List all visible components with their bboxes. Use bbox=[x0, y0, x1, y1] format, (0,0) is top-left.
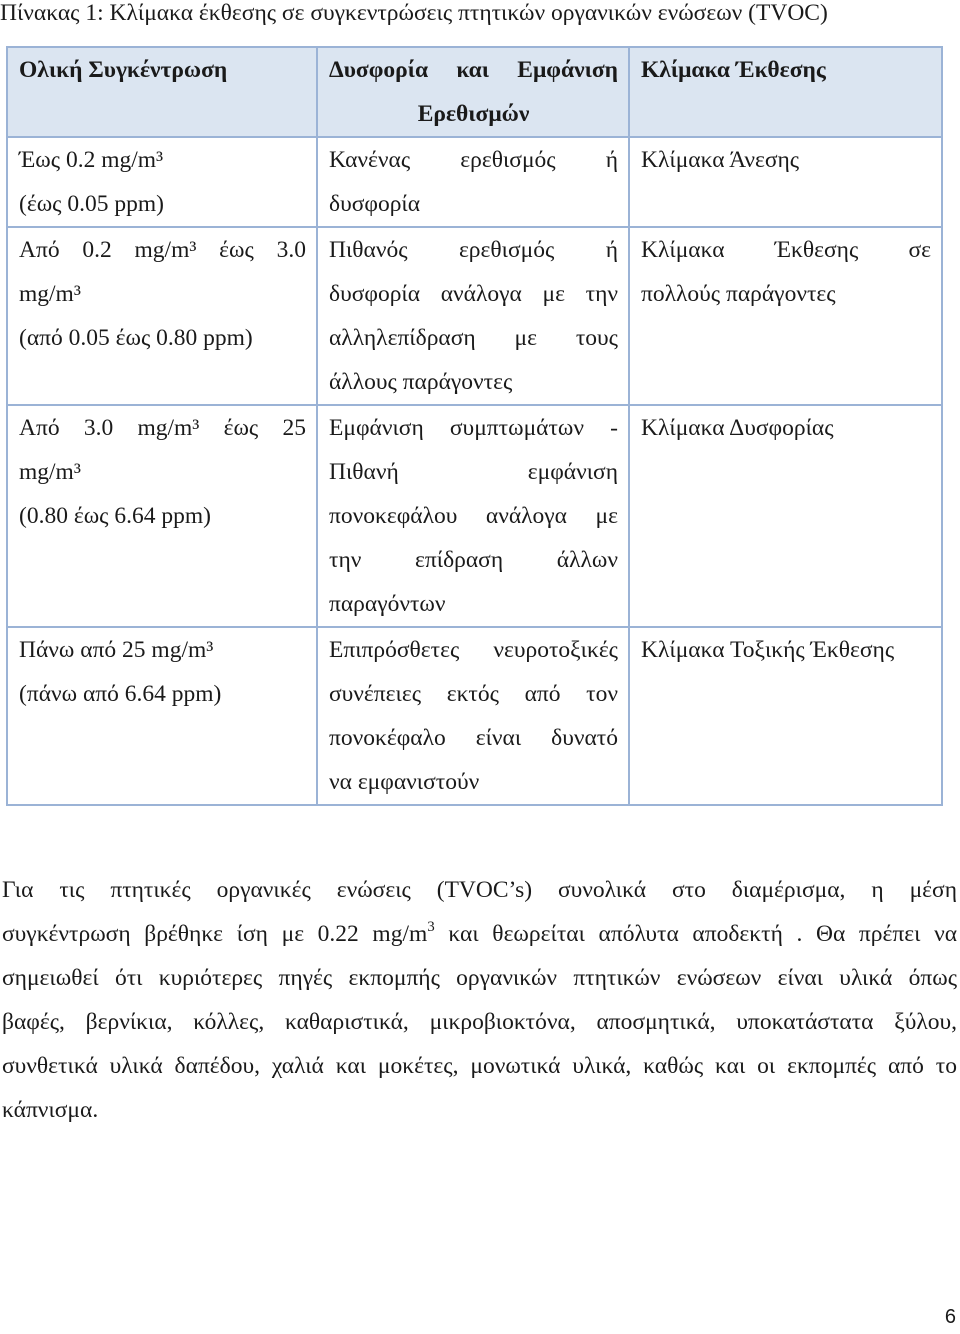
cell-line: να εμφανιστούν bbox=[329, 769, 480, 795]
cell-line: Πιθανή εμφάνιση bbox=[329, 459, 618, 485]
tvoc-exposure-table bbox=[6, 46, 943, 806]
cell-line: Κλίμακα Άνεσης bbox=[641, 147, 800, 173]
table-row bbox=[7, 627, 942, 805]
cell-effect bbox=[317, 627, 629, 805]
table-row bbox=[7, 405, 942, 627]
cell-line: (έως 0.05 ppm) bbox=[19, 191, 164, 217]
cell-effect bbox=[317, 227, 629, 405]
table-row bbox=[7, 137, 942, 227]
cell-concentration bbox=[7, 405, 317, 627]
cell-line: πονοκεφάλου ανάλογα με bbox=[329, 503, 618, 529]
cell-line: Εμφάνιση συμπτωμάτων - bbox=[329, 415, 618, 441]
body-paragraph bbox=[2, 868, 957, 1132]
cell-line: (0.80 έως 6.64 ppm) bbox=[19, 503, 211, 529]
table-row bbox=[7, 227, 942, 405]
superscript-3: 3 bbox=[427, 919, 435, 935]
cell-line: mg/m³ bbox=[19, 281, 81, 307]
page-number: 6 bbox=[944, 1306, 956, 1328]
cell-concentration bbox=[7, 627, 317, 805]
cell-line: (πάνω από 6.64 ppm) bbox=[19, 681, 222, 707]
cell-scale bbox=[629, 405, 942, 627]
cell-line: Κλίμακα Έκθεσης σε bbox=[641, 237, 931, 263]
table-header-row bbox=[7, 47, 942, 137]
cell-line: δυσφορία ανάλογα με την bbox=[329, 281, 618, 307]
cell-line: συνέπειες εκτός από τον bbox=[329, 681, 618, 707]
paragraph-text: και θεωρείται απόλυτα αποδεκτή . Θα πρέπει να bbox=[434, 921, 958, 947]
cell-line: την επίδραση άλλων bbox=[329, 547, 618, 573]
cell-line: Κλίμακα Τοξικής Έκθεσης bbox=[641, 637, 895, 663]
cell-line: Πιθανός ερεθισμός ή bbox=[329, 237, 618, 263]
cell-line: Κλίμακα Δυσφορίας bbox=[641, 415, 834, 441]
cell-line: Πάνω από 25 mg/m³ bbox=[19, 637, 214, 663]
cell-scale bbox=[629, 227, 942, 405]
cell-line: δυσφορία bbox=[329, 191, 421, 217]
cell-concentration bbox=[7, 137, 317, 227]
cell-line: αλληλεπίδραση με τους bbox=[329, 325, 618, 351]
paragraph-line: βαφές, βερνίκια, κόλλες, καθαριστικά, μικροβιοκτόνα, αποσμητικά, υποκατάστατα ξύλου, bbox=[2, 1009, 957, 1035]
paragraph-line bbox=[2, 912, 957, 956]
cell-line: Έως 0.2 mg/m³ bbox=[19, 147, 164, 173]
cell-line: πονοκέφαλο είναι δυνατό bbox=[329, 725, 618, 751]
header-effect: Δυσφορία και Εμφάνιση Ερεθισμών bbox=[317, 47, 629, 137]
cell-line: (από 0.05 έως 0.80 ppm) bbox=[19, 325, 253, 351]
cell-line: Από 3.0 mg/m³ έως 25 bbox=[19, 415, 306, 441]
cell-line: παραγόντων bbox=[329, 591, 446, 617]
cell-concentration bbox=[7, 227, 317, 405]
cell-line: mg/m³ bbox=[19, 459, 81, 485]
cell-scale bbox=[629, 137, 942, 227]
cell-effect bbox=[317, 137, 629, 227]
cell-line: Από 0.2 mg/m³ έως 3.0 bbox=[19, 237, 306, 263]
cell-scale bbox=[629, 627, 942, 805]
paragraph-line: Για τις πτητικές οργανικές ενώσεις (TVOC’s) συνολικά στο διαμέρισμα, η μέση bbox=[2, 877, 957, 903]
cell-line: Κανένας ερεθισμός ή bbox=[329, 147, 618, 173]
paragraph-line: συνθετικά υλικά δαπέδου, χαλιά και μοκέτες, μονωτικά υλικά, καθώς και οι εκπομπές από το bbox=[2, 1053, 957, 1079]
header-concentration: Ολική Συγκέντρωση bbox=[7, 47, 317, 137]
cell-line: πολλούς παράγοντες bbox=[641, 281, 836, 307]
cell-effect bbox=[317, 405, 629, 627]
header-scale: Κλίμακα Έκθεσης bbox=[629, 47, 942, 137]
cell-line: Επιπρόσθετες νευροτοξικές bbox=[329, 637, 618, 663]
paragraph-line: σημειωθεί ότι κυριότερες πηγές εκπομπής οργανικών πτητικών ενώσεων είναι υλικά όπως bbox=[2, 965, 957, 991]
table-caption: Πίνακας 1: Κλίμακα έκθεσης σε συγκεντρώσεις πτητικών οργανικών ενώσεων (TVOC) bbox=[0, 0, 828, 26]
paragraph-line: κάπνισμα. bbox=[2, 1097, 99, 1123]
paragraph-text: συγκέντρωση βρέθηκε ίση με 0.22 mg/m bbox=[2, 921, 428, 947]
cell-line: άλλους παράγοντες bbox=[329, 369, 513, 395]
